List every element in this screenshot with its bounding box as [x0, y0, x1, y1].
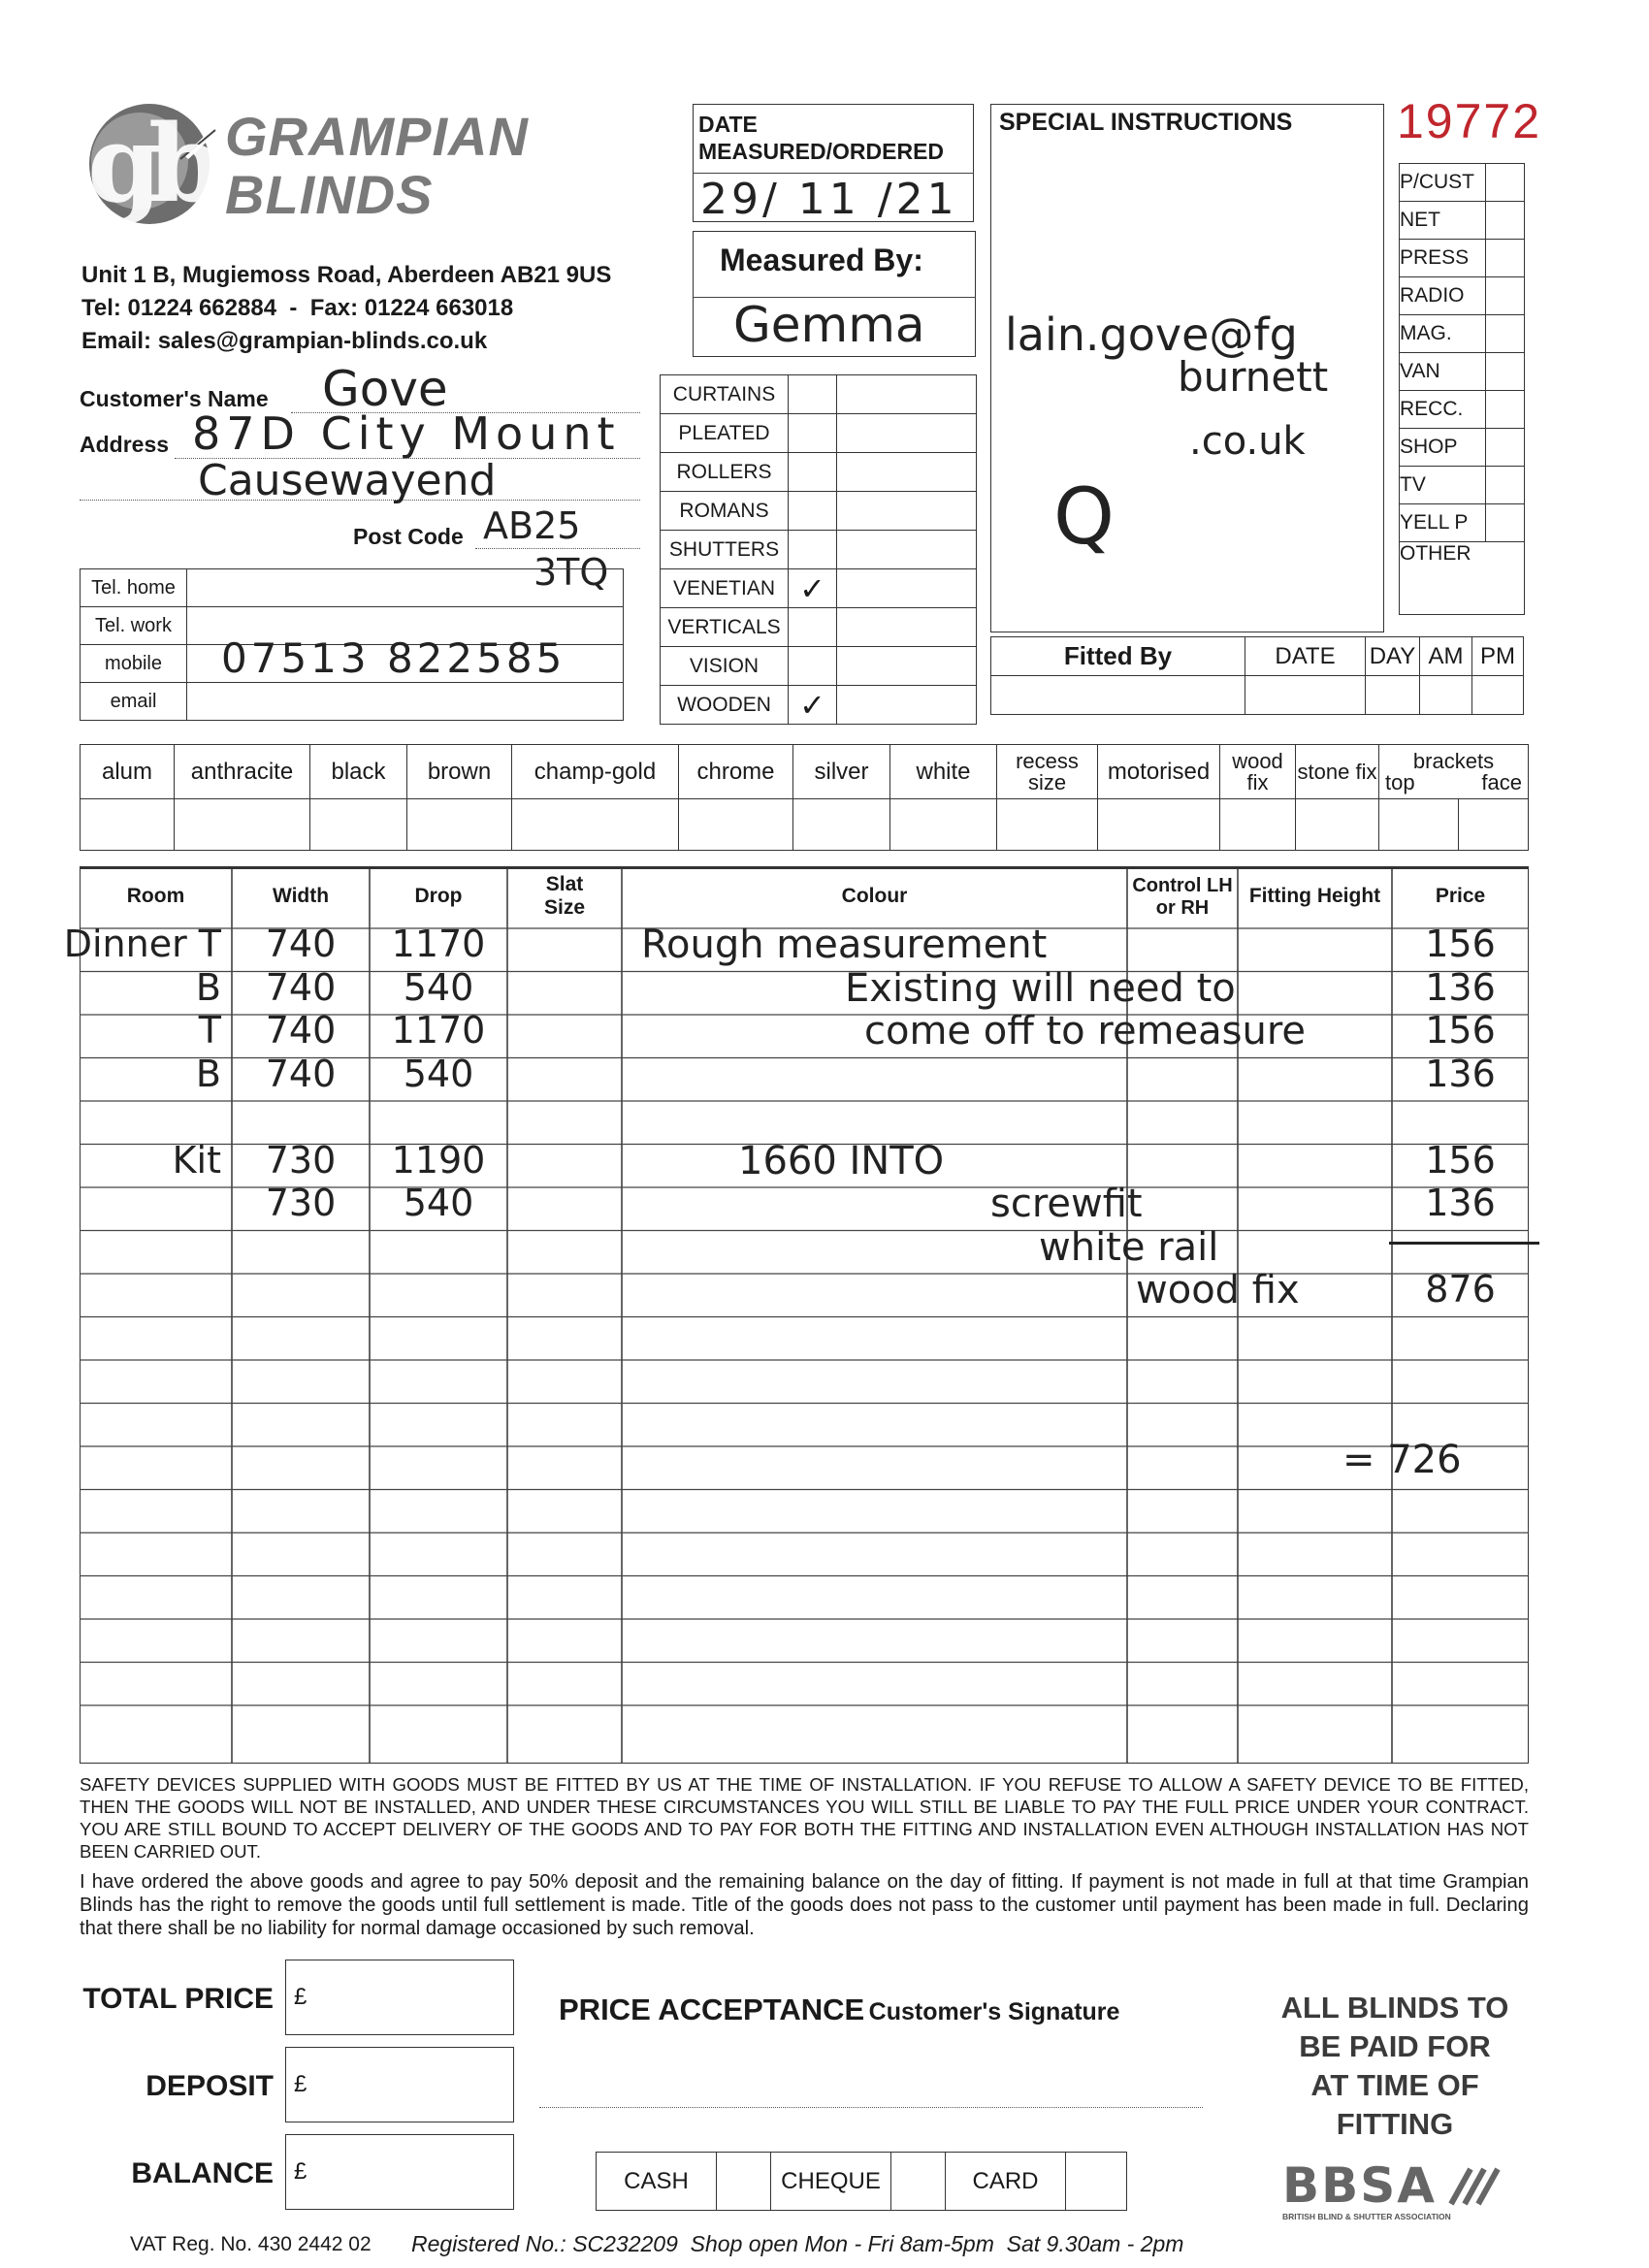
row-room[interactable]: B	[195, 1052, 221, 1095]
fitted-date-label: DATE	[1245, 637, 1366, 676]
product-wooden-mark[interactable]: ✓	[789, 686, 837, 725]
tel-home-value[interactable]	[187, 569, 624, 607]
row-price[interactable]: 136	[1425, 1182, 1496, 1224]
product-pleated-mark[interactable]	[789, 414, 837, 453]
address-label: Address	[80, 432, 170, 457]
option-wood-fix: wood fix	[1220, 745, 1296, 799]
opt-box-champ-gold[interactable]	[512, 799, 679, 851]
tel-work-label: Tel. work	[81, 607, 187, 645]
payment-method-table	[596, 2152, 1127, 2211]
company-address: Unit 1 B, Mugiemoss Road, Aberdeen AB21 9US	[81, 262, 612, 288]
balance-currency: £	[294, 2158, 307, 2185]
fitted-am-label: AM	[1420, 637, 1472, 676]
source-recc: RECC.	[1400, 391, 1486, 429]
row-colour[interactable]: screwfit	[990, 1182, 1143, 1226]
row-room[interactable]: B	[195, 965, 221, 1009]
header-control: Control LH or RH	[1132, 875, 1233, 919]
fitted-by-label: Fitted By	[991, 637, 1245, 676]
option-black: black	[310, 745, 407, 799]
payment-notice-line1: ALL BLINDS TO	[1280, 1991, 1509, 2025]
fitted-by-table	[990, 636, 1524, 715]
row-drop[interactable]: 540	[403, 1182, 474, 1224]
payment-notice	[1251, 1989, 1538, 2144]
company-name-line1: GRAMPIAN	[225, 106, 529, 167]
tel-home-label: Tel. home	[81, 569, 187, 607]
row-drop[interactable]: 540	[403, 965, 474, 1009]
product-vision-mark[interactable]	[789, 647, 837, 686]
mobile-value[interactable]: 07513 822585	[221, 634, 566, 682]
row-room[interactable]: T	[198, 1009, 221, 1052]
option-chrome: chrome	[679, 745, 793, 799]
row-colour[interactable]: white rail	[1039, 1224, 1219, 1270]
row-price[interactable]: 156	[1425, 923, 1496, 965]
product-romans-mark[interactable]	[789, 492, 837, 531]
product-type-table	[660, 374, 977, 725]
row-width[interactable]: 730	[265, 1182, 337, 1224]
row-colour[interactable]: wood fix	[1136, 1268, 1300, 1312]
product-verticals: VERTICALS	[661, 608, 789, 647]
row-colour[interactable]: come off to remeasure	[864, 1009, 1306, 1053]
row-drop[interactable]: 1190	[391, 1138, 486, 1182]
header-colour: Colour	[841, 885, 908, 907]
payment-cash: CASH	[597, 2153, 717, 2211]
total-price-label: TOTAL PRICE	[82, 1983, 274, 2015]
customer-name-value[interactable]: Gove	[322, 361, 448, 417]
address-line1[interactable]: 87D City Mount	[192, 407, 621, 460]
option-anthracite: anthracite	[175, 745, 310, 799]
customer-name-label: Customer's Name	[80, 386, 269, 411]
product-shutters-mark[interactable]	[789, 531, 837, 569]
opt-box-white[interactable]	[890, 799, 997, 851]
row-width[interactable]: 740	[265, 1052, 337, 1095]
row-width[interactable]: 730	[265, 1138, 337, 1182]
header-drop: Drop	[414, 885, 463, 907]
row-drop[interactable]: 1170	[391, 1009, 486, 1052]
bbsa-logo-text: BBSA	[1282, 2157, 1437, 2214]
header-room: Room	[126, 885, 185, 907]
row-width[interactable]: 740	[265, 923, 337, 965]
opt-box-black[interactable]	[310, 799, 407, 851]
opt-box-wood-fix[interactable]	[1220, 799, 1296, 851]
special-instructions-line2[interactable]: burnett	[1178, 353, 1329, 401]
postcode-value-2[interactable]: 3TQ	[534, 551, 609, 594]
order-number: 19772	[1397, 94, 1542, 148]
order-subtotal: = 726	[1342, 1438, 1462, 1482]
row-price[interactable]: 156	[1425, 1009, 1496, 1052]
source-net: NET	[1400, 202, 1486, 240]
total-underline	[1389, 1242, 1539, 1245]
bbsa-slash-icon	[1443, 2167, 1502, 2206]
email-label: email	[81, 683, 187, 721]
source-table	[1399, 163, 1525, 615]
opt-box-stone-fix[interactable]	[1296, 799, 1379, 851]
measured-by-label: Measured By:	[720, 243, 923, 277]
price-acceptance-title: PRICE ACCEPTANCE	[559, 1993, 865, 2026]
opt-box-anthracite[interactable]	[175, 799, 310, 851]
option-silver: silver	[793, 745, 890, 799]
postcode-label: Post Code	[353, 524, 464, 549]
opt-box-motorised[interactable]	[1098, 799, 1220, 851]
product-pleated: PLEATED	[661, 414, 789, 453]
row-price[interactable]: 156	[1425, 1138, 1496, 1182]
row-drop[interactable]: 540	[403, 1052, 474, 1095]
company-email: Email: sales@grampian-blinds.co.uk	[81, 328, 488, 354]
fitted-day-value[interactable]	[1366, 676, 1420, 715]
source-press: PRESS	[1400, 240, 1486, 277]
mobile-label: mobile	[81, 645, 187, 683]
product-curtains-mark[interactable]	[789, 375, 837, 414]
date-label: DATE MEASURED/ORDERED	[698, 112, 945, 164]
fitted-day-label: DAY	[1366, 637, 1420, 676]
payment-card-box[interactable]	[1066, 2153, 1127, 2211]
source-yellp: YELL P	[1400, 504, 1486, 542]
row-price[interactable]: 876	[1425, 1268, 1496, 1311]
payment-cash-box[interactable]	[717, 2153, 771, 2211]
total-price-field[interactable]	[285, 1960, 514, 2035]
fitted-pm-value[interactable]	[1472, 676, 1524, 715]
source-net-box[interactable]	[1486, 202, 1525, 240]
balance-label: BALANCE	[131, 2157, 274, 2189]
source-van: VAN	[1400, 353, 1486, 391]
source-van-box[interactable]	[1486, 353, 1525, 391]
option-stone-fix: stone fix	[1296, 745, 1379, 799]
measured-by-value[interactable]: Gemma	[733, 297, 925, 353]
postcode-value[interactable]: AB25	[483, 504, 581, 547]
date-value[interactable]: 29/ 11 /21	[700, 175, 958, 224]
source-shop-box[interactable]	[1486, 429, 1525, 467]
company-name-line2: BLINDS	[225, 164, 434, 225]
fitted-pm-label: PM	[1472, 637, 1524, 676]
header-fitting-height: Fitting Height	[1248, 885, 1381, 907]
vat-number: VAT Reg. No. 430 2442 02	[130, 2233, 372, 2255]
source-tv: TV	[1400, 467, 1486, 504]
product-rollers: ROLLERS	[661, 453, 789, 492]
company-phone: Tel: 01224 662884 - Fax: 01224 663018	[81, 295, 514, 321]
source-mag: MAG.	[1400, 315, 1486, 353]
product-venetian-mark[interactable]: ✓	[789, 569, 837, 608]
row-colour[interactable]: 1660 INTO	[738, 1138, 945, 1183]
source-yellp-box[interactable]	[1486, 504, 1525, 542]
payment-notice-line4: FITTING	[1336, 2107, 1454, 2141]
header-slat-size: Slat Size	[543, 873, 586, 919]
payment-notice-line2: BE PAID FOR	[1299, 2029, 1491, 2063]
row-price[interactable]: 136	[1425, 965, 1496, 1009]
source-mag-box[interactable]	[1486, 315, 1525, 353]
agreement-terms: I have ordered the above goods and agree to pay 50% deposit and the remaining balance on the day of fitting. If payment is not made in full at that time Grampian Blinds has the right to remove the goods until full settlement is made. Title of the goods does not pass to the customer until payment has been made in full. Declaring that there shall be no liability for normal damage occasioned by such removal.	[80, 1871, 1529, 1939]
source-recc-box[interactable]	[1486, 391, 1525, 429]
option-white: white	[890, 745, 997, 799]
option-alum: alum	[81, 745, 175, 799]
payment-cheque: CHEQUE	[771, 2153, 891, 2211]
signature-line[interactable]	[539, 2107, 1203, 2108]
payment-notice-line3: AT TIME OF	[1310, 2068, 1479, 2102]
payment-cheque-box[interactable]	[891, 2153, 946, 2211]
product-wooden: WOODEN	[661, 686, 789, 725]
special-instructions-line1[interactable]: lain.gove@fg	[1005, 308, 1298, 361]
source-shop: SHOP	[1400, 429, 1486, 467]
safety-terms: SAFETY DEVICES SUPPLIED WITH GOODS MUST BE FITTED BY US AT THE TIME OF INSTALLATION. IF YOU REFUSE TO ALLOW A SAFETY DEVICE TO BE FITTED, THEN THE GOODS WILL NOT BE INSTALLED, AND UNDER THESE CIRCUMSTANCES YOU WILL STILL BE LIABLE TO PAY THE FULL PRICE UNDER YOUR CONTRACT. YOU ARE STILL BOUND TO ACCEPT DELIVERY OF THE GOODS AND TO PAY FOR BOTH THE FITTING AND INSTALLATION EVEN ALTHOUGH INSTALLATION HAS NOT BEEN CARRIED OUT.	[80, 1774, 1529, 1862]
header-width: Width	[272, 885, 330, 907]
bbsa-subtitle: BRITISH BLIND & SHUTTER ASSOCIATION	[1282, 2212, 1451, 2221]
brackets-top: top	[1385, 769, 1415, 794]
address-line2[interactable]: Causewayend	[198, 456, 497, 505]
special-instructions-label: SPECIAL INSTRUCTIONS	[999, 109, 1293, 136]
row-colour[interactable]: Rough measurement	[641, 923, 1048, 967]
source-press-box[interactable]	[1486, 240, 1525, 277]
price-acceptance-sub: Customer's Signature	[868, 1998, 1120, 2025]
source-pcust: P/CUST	[1400, 164, 1486, 202]
deposit-currency: £	[294, 2071, 307, 2097]
options-table	[80, 744, 1529, 851]
opt-box-recess[interactable]	[997, 799, 1098, 851]
option-champ-gold: champ-gold	[512, 745, 679, 799]
registration-info: Registered No.: SC232209 Shop open Mon - Fri 8am-5pm Sat 9.30am - 2pm	[411, 2231, 1184, 2256]
fitted-date-value[interactable]	[1245, 676, 1366, 715]
product-shutters: SHUTTERS	[661, 531, 789, 569]
source-tv-box[interactable]	[1486, 467, 1525, 504]
product-verticals-mark[interactable]	[789, 608, 837, 647]
fitted-am-value[interactable]	[1420, 676, 1472, 715]
opt-box-bracket-face[interactable]	[1459, 799, 1529, 851]
source-radio-box[interactable]	[1486, 277, 1525, 315]
row-width[interactable]: 740	[265, 965, 337, 1009]
row-price[interactable]: 136	[1425, 1052, 1496, 1095]
option-brackets	[1379, 745, 1529, 799]
source-pcust-box[interactable]	[1486, 164, 1525, 202]
price-acceptance	[559, 1993, 1119, 2027]
product-rollers-mark[interactable]	[789, 453, 837, 492]
opt-box-chrome[interactable]	[679, 799, 793, 851]
brackets-label: brackets	[1412, 748, 1495, 773]
option-recess-size: recess size	[997, 745, 1098, 799]
row-room[interactable]: Kit	[172, 1138, 221, 1182]
opt-box-brown[interactable]	[407, 799, 512, 851]
bbsa-logo	[1282, 2157, 1515, 2221]
opt-box-bracket-top[interactable]	[1379, 799, 1459, 851]
header-price: Price	[1435, 885, 1486, 907]
company-logo	[80, 101, 235, 227]
logo-monogram: gb	[87, 101, 210, 226]
product-romans: ROMANS	[661, 492, 789, 531]
total-currency: £	[294, 1984, 307, 2010]
payment-card: CARD	[946, 2153, 1066, 2211]
brackets-face: face	[1481, 769, 1522, 794]
deposit-label: DEPOSIT	[146, 2070, 274, 2102]
option-brown: brown	[407, 745, 512, 799]
row-room[interactable]: Dinner T	[63, 923, 221, 965]
row-drop[interactable]: 1170	[391, 923, 486, 965]
special-instructions-mark[interactable]: Q	[1053, 471, 1115, 562]
product-vision: VISION	[661, 647, 789, 686]
row-colour[interactable]: Existing will need to	[845, 965, 1236, 1011]
opt-box-silver[interactable]	[793, 799, 890, 851]
product-curtains: CURTAINS	[661, 375, 789, 414]
opt-box-alum[interactable]	[81, 799, 175, 851]
balance-field[interactable]	[285, 2134, 514, 2210]
source-other: OTHER	[1400, 542, 1525, 615]
row-width[interactable]: 740	[265, 1009, 337, 1052]
special-instructions-line3[interactable]: .co.uk	[1189, 419, 1306, 464]
deposit-field[interactable]	[285, 2047, 514, 2122]
option-motorised: motorised	[1098, 745, 1220, 799]
fitted-by-value[interactable]	[991, 676, 1245, 715]
email-value[interactable]	[187, 683, 624, 721]
source-radio: RADIO	[1400, 277, 1486, 315]
product-venetian: VENETIAN	[661, 569, 789, 608]
